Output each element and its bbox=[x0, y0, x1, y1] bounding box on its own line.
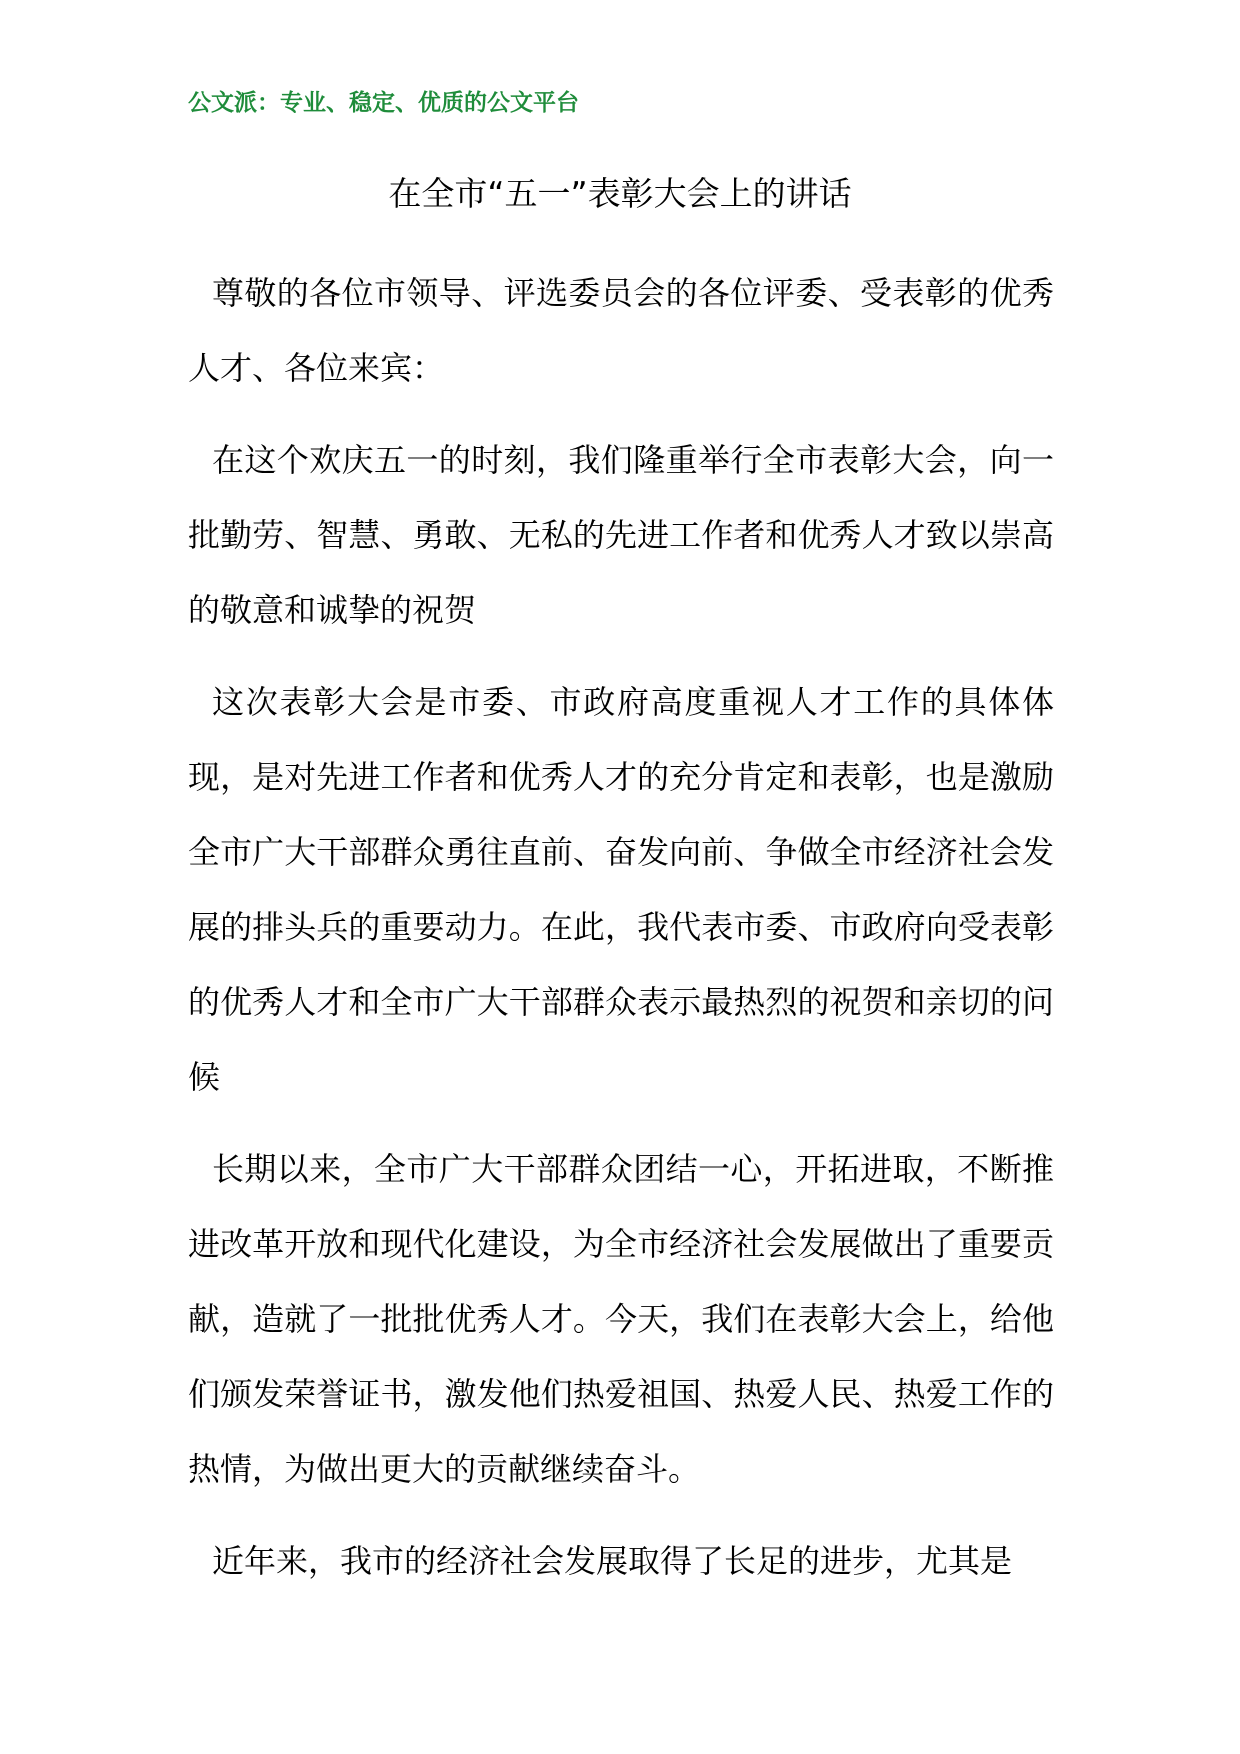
salutation-paragraph: 尊敬的各位市领导、评选委员会的各位评委、受表彰的优秀人才、各位来宾： bbox=[188, 274, 1054, 387]
document-body bbox=[188, 256, 1054, 1616]
body-paragraph: 在这个欢庆五一的时刻，我们隆重举行全市表彰大会，向一批勤劳、智慧、勇敢、无私的先进工作者和优秀人才致以崇高的敬意和诚挚的祝贺 bbox=[188, 441, 1054, 629]
body-paragraph: 这次表彰大会是市委、市政府高度重视人才工作的具体体现，是对先进工作者和优秀人才的充分肯定和表彰，也是激励全市广大干部群众勇往直前、奋发向前、争做全市经济社会发展的排头兵的重要动力。在此，我代表市委、市政府向受表彰的优秀人才和全市广大干部群众表示最热烈的祝贺和亲切的问候 bbox=[188, 683, 1054, 1096]
platform-header: 公文派：专业、稳定、优质的公文平台 bbox=[188, 90, 579, 116]
document-title: 在全市“五一”表彰大会上的讲话 bbox=[388, 174, 852, 213]
body-paragraph: 长期以来，全市广大干部群众团结一心，开拓进取，不断推进改革开放和现代化建设，为全市经济社会发展做出了重要贡献，造就了一批批优秀人才。今天，我们在表彰大会上，给他们颁发荣誉证书，激发他们热爱祖国、热爱人民、热爱工作的热情，为做出更大的贡献继续奋斗。 bbox=[188, 1150, 1054, 1488]
body-paragraph: 近年来，我市的经济社会发展取得了长足的进步，尤其是 bbox=[212, 1542, 1013, 1580]
